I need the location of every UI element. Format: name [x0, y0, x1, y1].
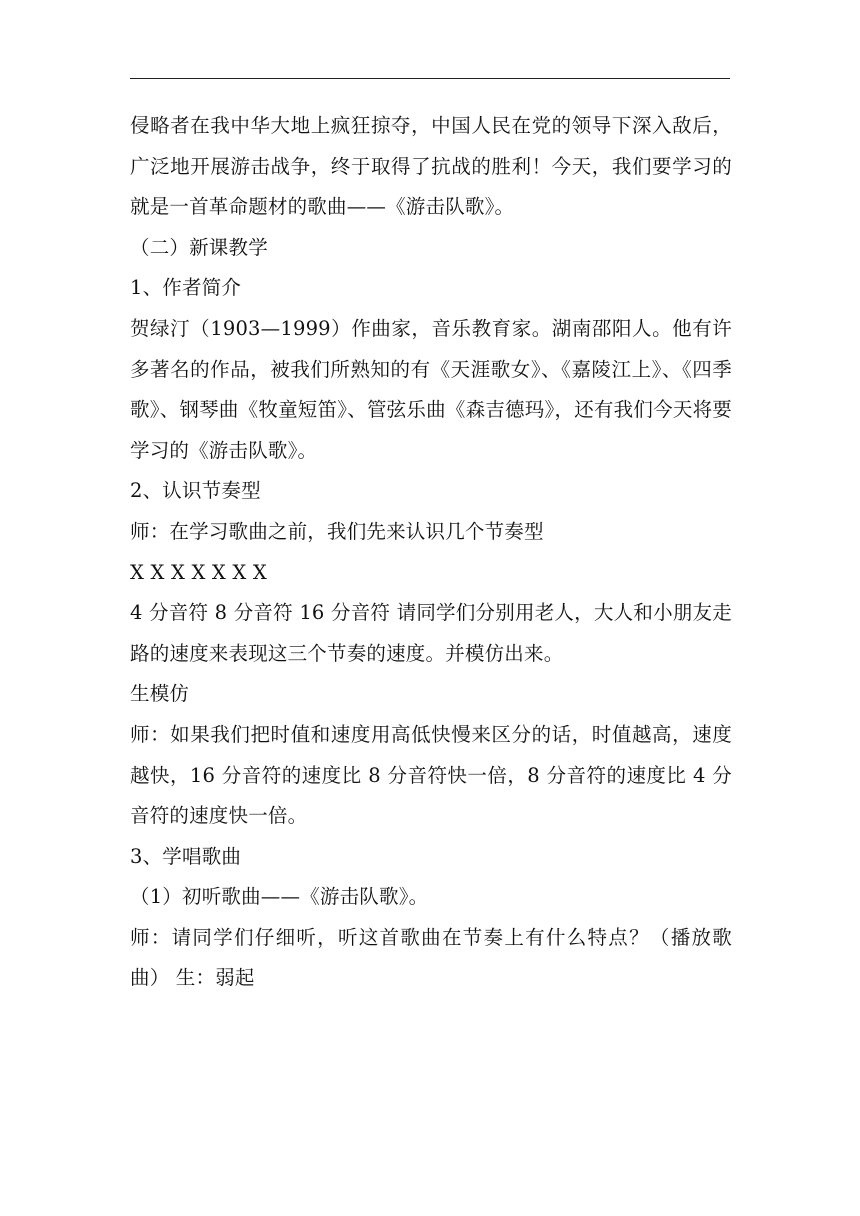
rhythm-pattern-line: X X X X X X X [130, 560, 267, 584]
teacher-line-rhythm-intro: 师：在学习歌曲之前，我们先来认识几个节奏型 [130, 519, 544, 543]
note-values-paragraph: 4 分音符 8 分音符 16 分音符 请同学们分别用老人，大人和小朋友走路的速度来表现这三个节奏的速度。并模仿出来。 [130, 601, 732, 665]
item-heading-rhythm: 2、认识节奏型 [130, 479, 261, 503]
item-heading-learn-song: 3、学唱歌曲 [130, 844, 242, 868]
item-heading-author-intro: 1、作者简介 [130, 276, 242, 300]
teacher-listen-paragraph: 师：请同学们仔细听，听这首歌曲在节奏上有什么特点？（播放歌曲） 生：弱起 [130, 925, 732, 990]
document-body [130, 106, 732, 999]
sub-item-first-listen: （1）初听歌曲——《游击队歌》。 [130, 885, 429, 909]
student-imitate-line: 生模仿 [130, 682, 190, 706]
intro-paragraph: 侵略者在我中华大地上疯狂掠夺，中国人民在党的领导下深入敌后，广泛地开展游击战争，终于取得了抗战的胜利！今天，我们要学习的就是一首革命题材的歌曲——《游击队歌》。 [130, 114, 732, 219]
section-heading-new-lesson: （二）新课教学 [130, 235, 268, 259]
author-paragraph: 贺绿汀（1903—1999）作曲家，音乐教育家。湖南邵阳人。他有许多著名的作品，被我们所熟知的有《天涯歌女》、《嘉陵江上》、《四季歌》、钢琴曲《牧童短笛》、管弦乐曲《森吉德玛》，还有我们今天将要学习的《游击队歌》。 [130, 316, 732, 462]
teacher-tempo-paragraph: 师：如果我们把时值和速度用高低快慢来区分的话，时值越高，速度越快，16 分音符的速度比 8 分音符快一倍，8 分音符的速度比 4 分音符的速度快一倍。 [130, 722, 732, 828]
header-rule [130, 78, 730, 79]
